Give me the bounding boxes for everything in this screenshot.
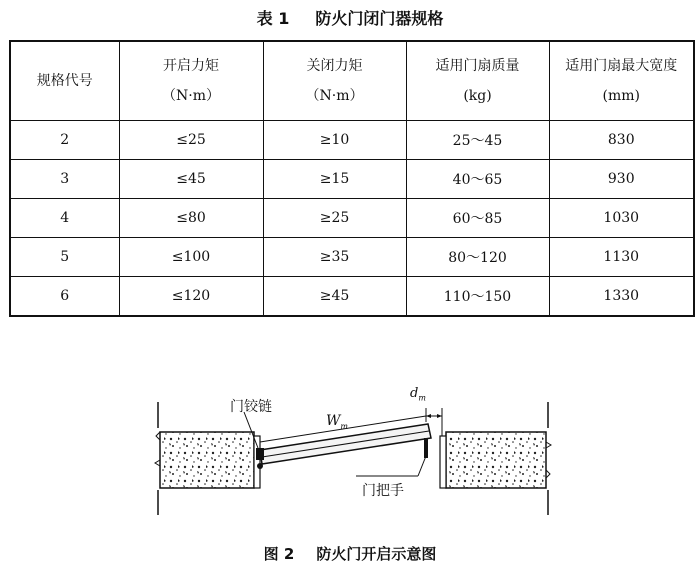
- cell-door-mass: 40～65: [406, 160, 549, 199]
- table-number: 表 1: [256, 9, 290, 28]
- right-frame: [440, 436, 446, 488]
- cell-door-mass: 25～45: [406, 121, 549, 160]
- cell-closing-torque: ≥35: [263, 238, 406, 277]
- header-spec-code: 规格代号: [10, 41, 119, 121]
- figure-number: 图 2: [263, 545, 295, 563]
- cell-opening-torque: ≤100: [119, 238, 263, 277]
- hinge-label: 门铰链: [230, 399, 272, 415]
- table-title-text: 防火门闭门器规格: [315, 9, 444, 28]
- cell-opening-torque: ≤80: [119, 199, 263, 238]
- diagram-drawing: [0, 380, 700, 530]
- cell-door-max-width: 1030: [549, 199, 694, 238]
- figure-caption: [0, 543, 700, 564]
- header-opening-torque: 开启力矩 （N·m）: [119, 41, 263, 121]
- handle-label: 门把手: [362, 483, 404, 499]
- cell-door-max-width: 1330: [549, 277, 694, 317]
- cell-door-mass: 110～150: [406, 277, 549, 317]
- cell-opening-torque: ≤45: [119, 160, 263, 199]
- cell-opening-torque: ≤25: [119, 121, 263, 160]
- handle-icon: [424, 438, 428, 458]
- cell-door-mass: 80～120: [406, 238, 549, 277]
- cell-spec-code: 6: [10, 277, 119, 317]
- cell-closing-torque: ≥25: [263, 199, 406, 238]
- table-row: [10, 277, 694, 317]
- figure-caption-text: 防火门开启示意图: [316, 545, 437, 563]
- table-header-row: [10, 41, 694, 121]
- cell-door-mass: 60～85: [406, 199, 549, 238]
- handle-leader: [418, 456, 426, 476]
- hinge-icon: [256, 448, 264, 469]
- table-title: [0, 6, 700, 29]
- right-wall: [446, 402, 551, 515]
- left-wall: [155, 402, 254, 515]
- cell-door-max-width: 930: [549, 160, 694, 199]
- table-row: [10, 238, 694, 277]
- width-label: $W_m$: [326, 413, 348, 431]
- cell-closing-torque: ≥10: [263, 121, 406, 160]
- gap-label: $d_m$: [410, 386, 426, 403]
- header-door-max-width: 适用门扇最大宽度 (mm): [549, 41, 694, 121]
- cell-closing-torque: ≥45: [263, 277, 406, 317]
- table-row: [10, 121, 694, 160]
- table-row: [10, 199, 694, 238]
- door-opening-diagram: [0, 380, 700, 530]
- cell-spec-code: 4: [10, 199, 119, 238]
- header-closing-torque: 关闭力矩 （N·m）: [263, 41, 406, 121]
- header-door-mass: 适用门扇质量 (kg): [406, 41, 549, 121]
- cell-spec-code: 5: [10, 238, 119, 277]
- cell-door-max-width: 1130: [549, 238, 694, 277]
- spec-table: [9, 40, 695, 317]
- left-frame: [254, 436, 260, 488]
- table-row: [10, 160, 694, 199]
- cell-spec-code: 3: [10, 160, 119, 199]
- cell-door-max-width: 830: [549, 121, 694, 160]
- cell-spec-code: 2: [10, 121, 119, 160]
- cell-opening-torque: ≤120: [119, 277, 263, 317]
- cell-closing-torque: ≥15: [263, 160, 406, 199]
